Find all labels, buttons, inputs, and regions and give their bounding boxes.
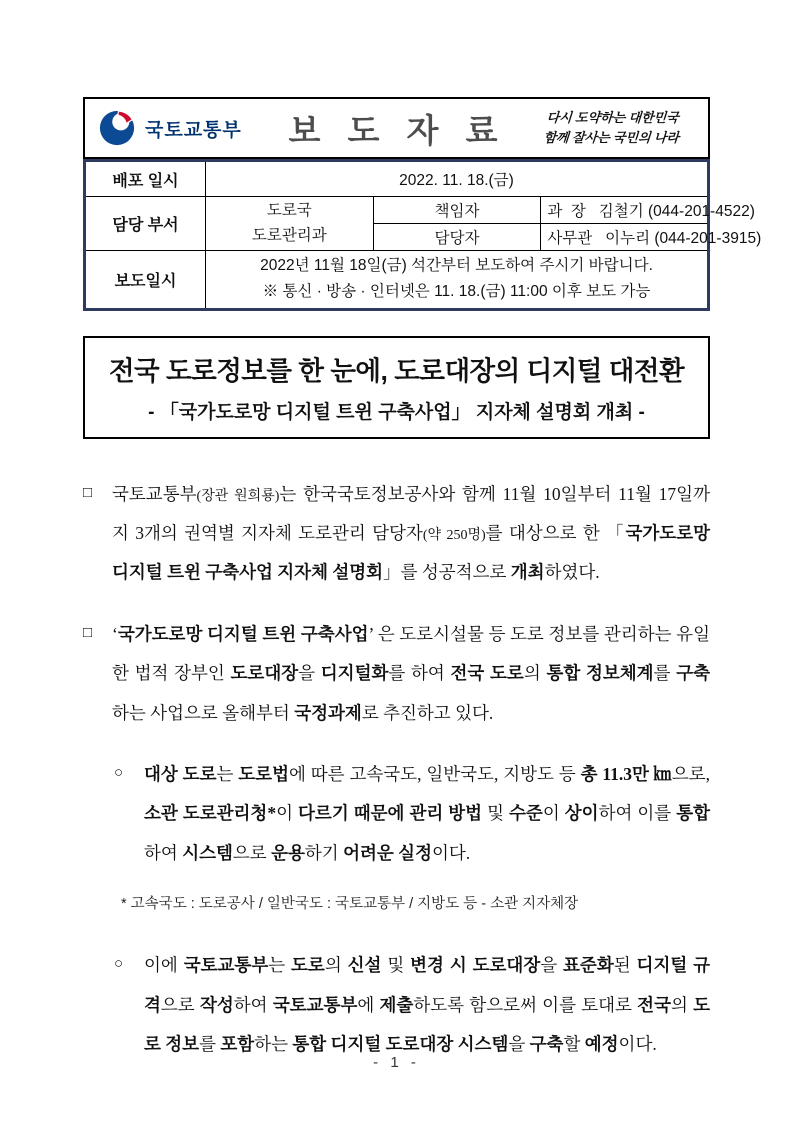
manager-role-label: 책임자 — [373, 197, 541, 224]
department-label: 담당 부서 — [85, 197, 206, 251]
body-content — [83, 475, 710, 1065]
paragraph — [114, 755, 710, 873]
embargo-line2: ※ 통신 · 방송 · 인터넷은 11. 18.(금) 11:00 이후 보도 가능 — [262, 283, 651, 301]
slogan-line-2: 함께 잘사는 국민의 나라 — [543, 130, 680, 145]
bullet-marker: ○ — [114, 764, 124, 781]
department-row — [85, 197, 709, 224]
paragraph-text: 대상 도로는 도로법에 따른 고속국도, 일반국도, 지방도 등 총 11.3만 ㎞으로, 소관 도로관리청*이 다르기 때문에 관리 방법 및 수준이 상이하여 이를 통합하여 시스템으로 운용하기 어려운 실정이다. — [144, 763, 711, 863]
department-name-line2: 도로관리과 — [251, 226, 327, 244]
embargo-line1: 2022년 11월 18일(금) 석간부터 보도하여 주시기 바랍니다. — [260, 257, 653, 274]
press-info-table — [83, 159, 762, 311]
headline-title: 전국 도로정보를 한 눈에, 도로대장의 디지털 대전환 — [108, 355, 685, 386]
paragraph-text: * 고속국도 : 도로공사 / 일반국도 : 국토교통부 / 지방도 등 - 소관 지자체장 — [121, 896, 579, 913]
paragraph-text: 국토교통부(장관 원희룡)는 한국국토정보공사와 함께 11월 10일부터 11월 17일까지 3개의 권역별 지자체 도로관리 담당자(약 250명)를 대상으로 한 「국가도로망 디지털 트윈 구축사업 지자체 설명회」를 성공적으로 개최하였다. — [112, 483, 711, 583]
bullet-marker: ○ — [114, 956, 124, 973]
staff-role-label: 담당자 — [373, 224, 541, 251]
paragraph — [114, 946, 710, 1064]
paragraph-text: 이에 국토교통부는 도로의 신설 및 변경 시 도로대장을 표준화된 디지털 규격으로 작성하여 국토교통부에 제출하도록 함으로써 이를 토대로 전국의 도로 정보를 포함하는 통합 디지털 도로대장 시스템을 구축할 예정이다. — [144, 955, 711, 1054]
paragraph — [83, 475, 710, 593]
paragraph — [83, 615, 710, 733]
release-date-label: 배포 일시 — [85, 161, 206, 197]
ministry-name: 국토교통부 — [145, 119, 242, 141]
department-name — [206, 197, 374, 251]
press-release-header — [83, 97, 710, 159]
staff-contact: 사무관 이누리 (044-201-3915) — [541, 224, 709, 251]
molit-taegeuk-logo-icon — [98, 109, 136, 147]
headline-subtitle: - 「국가도로망 디지털 트윈 구축사업」 지자체 설명회 개최 - — [148, 401, 645, 423]
headline-box — [83, 336, 710, 439]
page-number: - 1 - — [373, 1054, 420, 1071]
manager-contact: 과 장 김철기 (044-201-4522) — [541, 197, 709, 224]
release-date-value: 2022. 11. 18.(금) — [206, 161, 709, 197]
doc-type-title: 보 도 자 료 — [288, 111, 507, 149]
paragraph-text: ‘국가도로망 디지털 트윈 구축사업’ 은 도로시설물 등 도로 정보를 관리하는 유일한 법적 장부인 도로대장을 디지털화를 하여 전국 도로의 통합 정보체계를 구축하는 사업으로 올해부터 국정과제로 추진하고 있다. — [112, 623, 711, 723]
footnote — [121, 893, 710, 916]
bullet-marker: □ — [83, 624, 93, 641]
press-release-page — [83, 0, 762, 1090]
embargo-label: 보도일시 — [85, 251, 206, 310]
release-date-row — [85, 161, 709, 197]
ministry-logo-area — [85, 109, 263, 147]
embargo-notice — [206, 251, 709, 310]
department-name-line1: 도로국 — [266, 202, 312, 220]
government-slogan — [525, 108, 710, 148]
embargo-row — [85, 251, 709, 310]
slogan-line-1: 다시 도약하는 대한민국 — [546, 109, 680, 125]
bullet-marker: □ — [83, 484, 93, 501]
